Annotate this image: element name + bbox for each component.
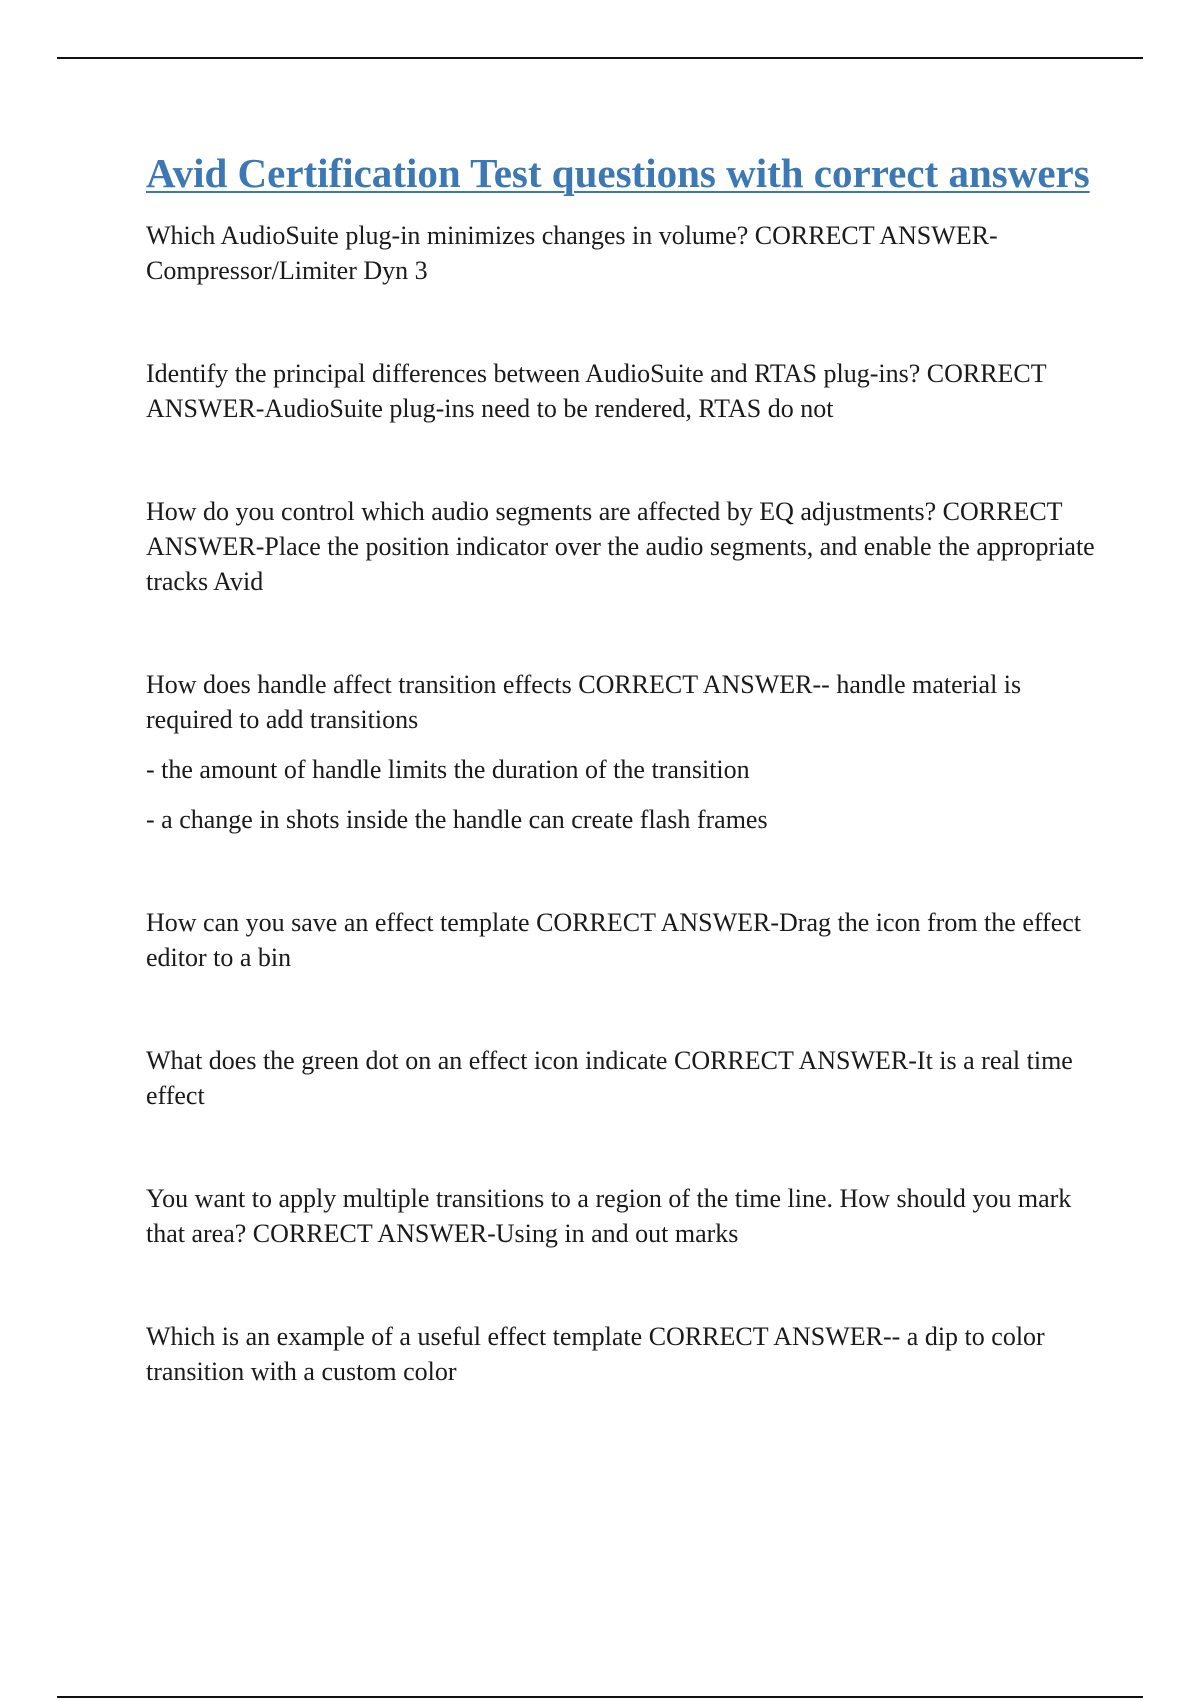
document-title: Avid Certification Test questions with correct answers	[146, 150, 1090, 196]
qa-list	[146, 218, 1106, 1389]
qa-item	[146, 218, 1106, 288]
qa-text: How does handle affect transition effects CORRECT ANSWER-- handle material is required to add transitions	[146, 670, 1022, 734]
page-content	[146, 145, 1106, 1457]
qa-item	[146, 1181, 1106, 1251]
qa-item	[146, 905, 1106, 975]
qa-item	[146, 494, 1106, 599]
qa-item	[146, 1319, 1106, 1389]
qa-item	[146, 667, 1106, 837]
qa-bullet-line: - a change in shots inside the handle can create flash frames	[146, 805, 768, 834]
qa-bullet-line: - the amount of handle limits the duration of the transition	[146, 755, 750, 784]
qa-text: What does the green dot on an effect icon indicate CORRECT ANSWER-It is a real time effect	[146, 1046, 1073, 1110]
qa-text: Which is an example of a useful effect template CORRECT ANSWER-- a dip to color transition with a custom color	[146, 1322, 1045, 1386]
qa-item	[146, 1043, 1106, 1113]
qa-text: You want to apply multiple transitions to a region of the time line. How should you mark that area? CORRECT ANSWER-Using in and out marks	[146, 1184, 1072, 1248]
qa-item	[146, 356, 1106, 426]
qa-text: Which AudioSuite plug-in minimizes changes in volume? CORRECT ANSWER-Compressor/Limiter Dyn 3	[146, 221, 998, 285]
top-rule	[57, 57, 1143, 59]
qa-text: Identify the principal differences between AudioSuite and RTAS plug-ins? CORRECT ANSWER-AudioSuite plug-ins need to be rendered, RTAS do not	[146, 359, 1047, 423]
qa-text: How do you control which audio segments are affected by EQ adjustments? CORRECT ANSWER-Place the position indicator over the audio segments, and enable the appropriate tracks Avid	[146, 497, 1095, 596]
bottom-rule	[57, 1696, 1143, 1698]
qa-text: How can you save an effect template CORRECT ANSWER-Drag the icon from the effect editor to a bin	[146, 908, 1082, 972]
